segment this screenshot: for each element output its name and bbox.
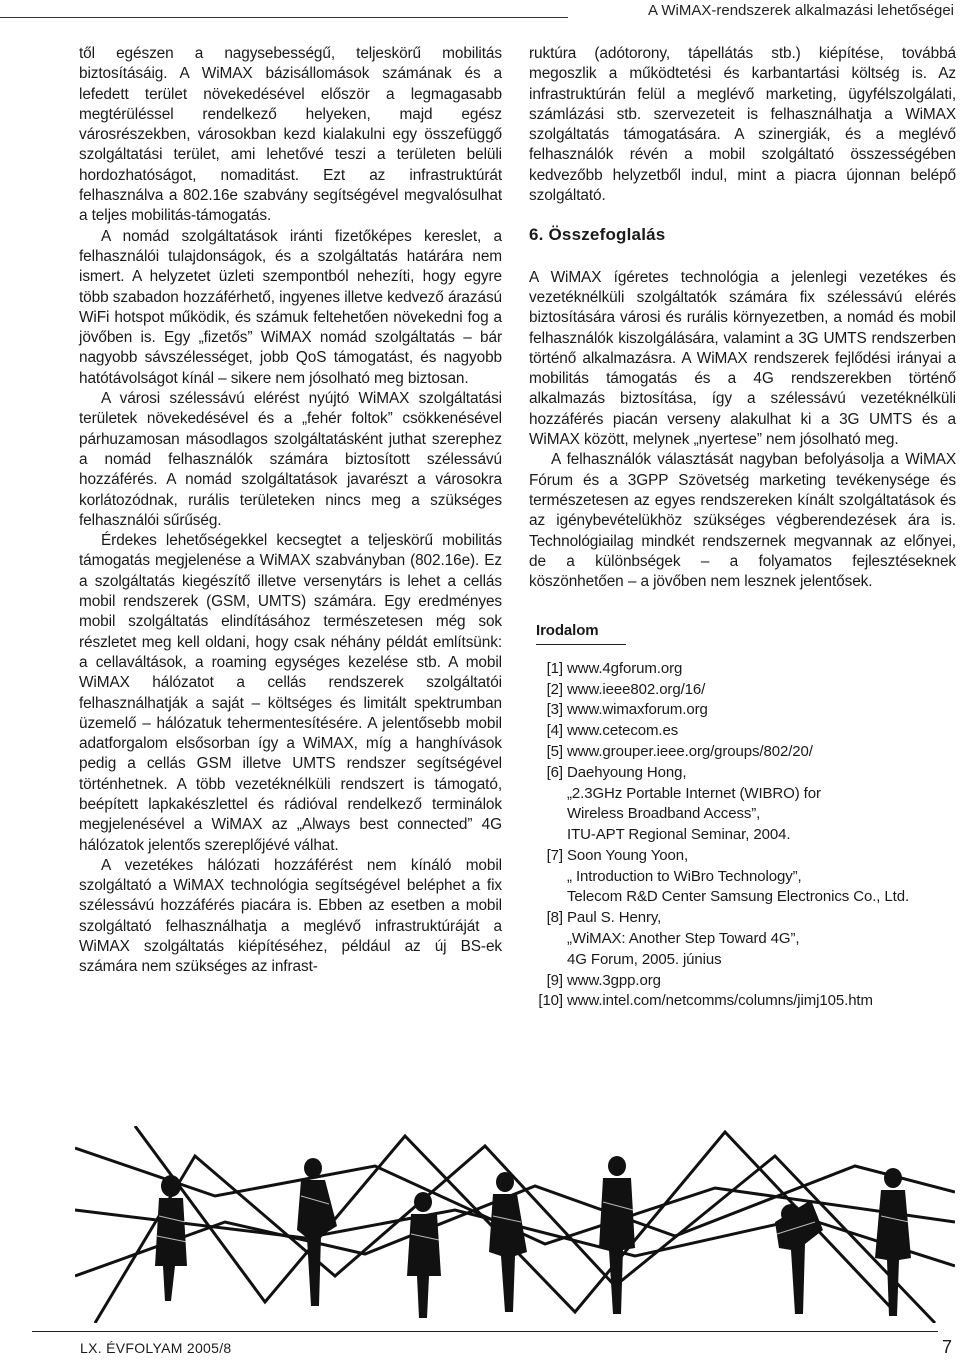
summary-paragraph-1: A WiMAX ígéretes technológia a jelenlegi vezetékes és vezetéknélküli szolgáltatók számára fix szélessávú elérés biztosítására városi és rurális környezetben, a nomád és mobil felhasználók kiszolgálására, valamint a 3G UMTS rendszerben történő alkalmazásra. A WiMAX rendszerek fejlődési irányai a mobilitás támogatás és a 4G rendszerekben történő alkalmazás biztosítása, így a szélessávú vezetéknélküli hozzáférés piacán verseny alakulhat ki a 3G UMTS és a WiMAX között, melynek „nyertese” nem jósolható meg. xyxy=(529,268,956,449)
summary-paragraph-2: A felhasználók választását nagyban befolyásolja a WiMAX Fórum és a 3GPP Szövetség marketing tevékenysége és természetesen az egyes rendszereken kínált szolgáltatások és az igénybevételükhöz szükséges végberendezések ára is. Technológiailag mindkét rendszernek megvannak az előnyei, de a különbségek – a folyamatos fejlesztéseknek köszönhetően – a jövőben nem lesznek jelentősek. xyxy=(529,451,956,591)
reference-item xyxy=(529,721,956,742)
reference-number: [1] xyxy=(546,659,563,677)
reference-line: „ Introduction to WiBro Technology”, xyxy=(567,867,802,885)
reference-line: www.ieee802.org/16/ xyxy=(567,680,706,698)
left-column xyxy=(79,44,502,978)
reference-line: www.cetecom.es xyxy=(567,722,679,740)
reference-line: 4G Forum, 2005. június xyxy=(567,950,722,968)
reference-line: „WiMAX: Another Step Toward 4G”, xyxy=(567,930,800,948)
tangled-lines-illustration xyxy=(75,1126,955,1323)
reference-item xyxy=(529,680,956,701)
reference-number: [9] xyxy=(546,971,563,989)
reference-line: www.wimaxforum.org xyxy=(567,701,708,719)
left-paragraph-2: A nomád szolgáltatások iránti fizetőképes kereslet, a felhasználói tulajdonságok, és a szolgáltatás határára nem ismert. A helyzetet üzleti szempontból nehezíti, hogy egyre több szabadon hozzáférhető, ingyenes illetve kedvező árazású WiFi hotspot működik, és számuk feltehetően növekedni fog a jövőben is. Egy „fizetős” WiMAX nomád szolgáltatás – bár nagyobb sávszélességet, jobb QoS támogatást, és nagyobb hatótávolságot kínál – sikere nem jósolható meg biztosan. xyxy=(79,227,502,387)
reference-line: Soon Young Yoon, xyxy=(567,846,689,864)
reference-item xyxy=(529,971,956,992)
page-footer xyxy=(0,1325,960,1363)
page-number: 7 xyxy=(941,1337,952,1357)
left-paragraph-5: A vezetékes hálózati hozzáférést nem kínáló mobil szolgáltató a WiMAX technológia segítségével beléphet a fix szélessávú hozzáférés piacára is. Ebben az esetben a mobil szolgáltató felhasználhatja a meglévő infrastruktúráját a WiMAX szolgáltatás kiépítéséhez, például az új BS-ek számára nem szükséges az infrast- xyxy=(79,856,502,976)
reference-line: www.intel.com/netcomms/columns/jimj105.htm xyxy=(567,992,873,1010)
reference-item xyxy=(529,991,956,1012)
journal-issue: LX. ÉVFOLYAM 2005/8 xyxy=(80,1340,232,1356)
reference-item xyxy=(529,659,956,680)
reference-line: „2.3GHz Portable Internet (WIBRO) for xyxy=(567,784,821,802)
footer-rule xyxy=(32,1331,938,1332)
reference-item xyxy=(529,742,956,763)
reference-item xyxy=(529,908,956,970)
right-column xyxy=(529,44,956,1012)
reference-number: [10] xyxy=(538,992,563,1010)
reference-number: [5] xyxy=(546,742,563,760)
reference-item xyxy=(529,763,956,846)
left-paragraph-4: Érdekes lehetőségekkel kecsegtet a teljeskörű mobilitás támogatás megjelenése a WiMAX szabványban (802.16e). Ez a szolgáltatás kiegészítő illetve versenytárs is lehet a cellás mobil rendszerek (GSM, UMTS) számára. Egy eredményes mobil szolgáltatás elindításához természetesen még sok részletet meg kell oldani, hogy csak néhány példát említsünk: a cellaváltások, a roaming egységes kezelése stb. A mobil WiMAX hálózatot a cellás rendszerek szolgáltatói felhasználhatják a saját – költséges és limitált spektrumban üzemelő – hálózatuk tehermentesítésére. A jelentősebb mobil adatforgalom elsősorban így a WiMAX, míg a hanghívások pedig a cellás GSM illetve UMTS rendszer segítségével történhetnek. A több vezetéknélküli rendszert is támogató, beépített lapkakészlettel és rádióval rendelkező terminálok megjelenésével a WiMAX az „Always best connected” 4G hálózatok jelentős szereplőjévé válhat. xyxy=(79,532,502,854)
reference-line: ITU-APT Regional Seminar, 2004. xyxy=(567,826,791,844)
reference-number: [6] xyxy=(546,763,563,781)
running-header xyxy=(0,0,960,26)
reference-number: [7] xyxy=(546,846,563,864)
reference-item xyxy=(529,846,956,908)
reference-line: Daehyoung Hong, xyxy=(567,763,687,781)
reference-line: www.4gforum.org xyxy=(567,659,683,677)
reference-number: [8] xyxy=(546,909,563,927)
reference-item xyxy=(529,700,956,721)
reference-line: www.grouper.ieee.org/groups/802/20/ xyxy=(567,742,813,760)
reference-line: www.3gpp.org xyxy=(567,971,661,989)
reference-number: [3] xyxy=(546,701,563,719)
running-title: A WiMAX-rendszerek alkalmazási lehetőségei xyxy=(648,2,954,19)
reference-number: [4] xyxy=(546,722,563,740)
references-list xyxy=(529,659,956,1013)
left-paragraph-1: től egészen a nagysebességű, teljeskörű mobilitás biztosításáig. A WiMAX bázisállomások számának és a lefedett terület növekedésével először a legmagasabb megtérüléssel rendelkező helyeken, majd egész városrészekben, városokban kezd kialakulni egy összefüggő szolgáltatási terület, ami lehetővé teszi a területen belüli hordozhatóságot, nomaditást. Ezt az infrastruktúrát felhasználva a 802.16e szabvány segítségével megvalósulhat a teljes mobilitás-támogatás. xyxy=(79,45,502,225)
reference-line: Wireless Broadband Access”, xyxy=(567,805,761,823)
reference-number: [2] xyxy=(546,680,563,698)
reference-line: Telecom R&D Center Samsung Electronics Co., Ltd. xyxy=(567,888,910,906)
references-title: Irodalom xyxy=(536,621,626,644)
right-lead-paragraph: ruktúra (adótorony, tápellátás stb.) kiépítése, továbbá megoszlik a működtetési és karbantartási költség is. Az infrastruktúrán felül a meglévő marketing, ügyfélszolgálati, számlázási stb. szervezeteit is felhasználhatja a WiMAX szolgáltatás támogatására. A szinergiák, és a meglévő felhasználók révén a mobil szolgáltató összességében kedvezőbb helyzetből indul, mint a piacra újonnan belépő szolgáltató. xyxy=(529,45,956,205)
left-paragraph-3: A városi szélessávú elérést nyújtó WiMAX szolgáltatási területek növekedésével és a „fehér foltok” csökkenésével párhuzamosan másodlagos szolgáltatásként juthat szerephez a nomád felhasználók számára biztosított szélessávú hozzáférés. A nomád szolgáltatások javarészt a városokra korlátozódnak, rurális területeken nincs meg a szükséges felhasználói sűrűség. xyxy=(79,390,502,529)
header-rule xyxy=(0,17,568,18)
reference-line: Paul S. Henry, xyxy=(567,909,662,927)
section-title: 6. Összefoglalás xyxy=(529,225,666,245)
